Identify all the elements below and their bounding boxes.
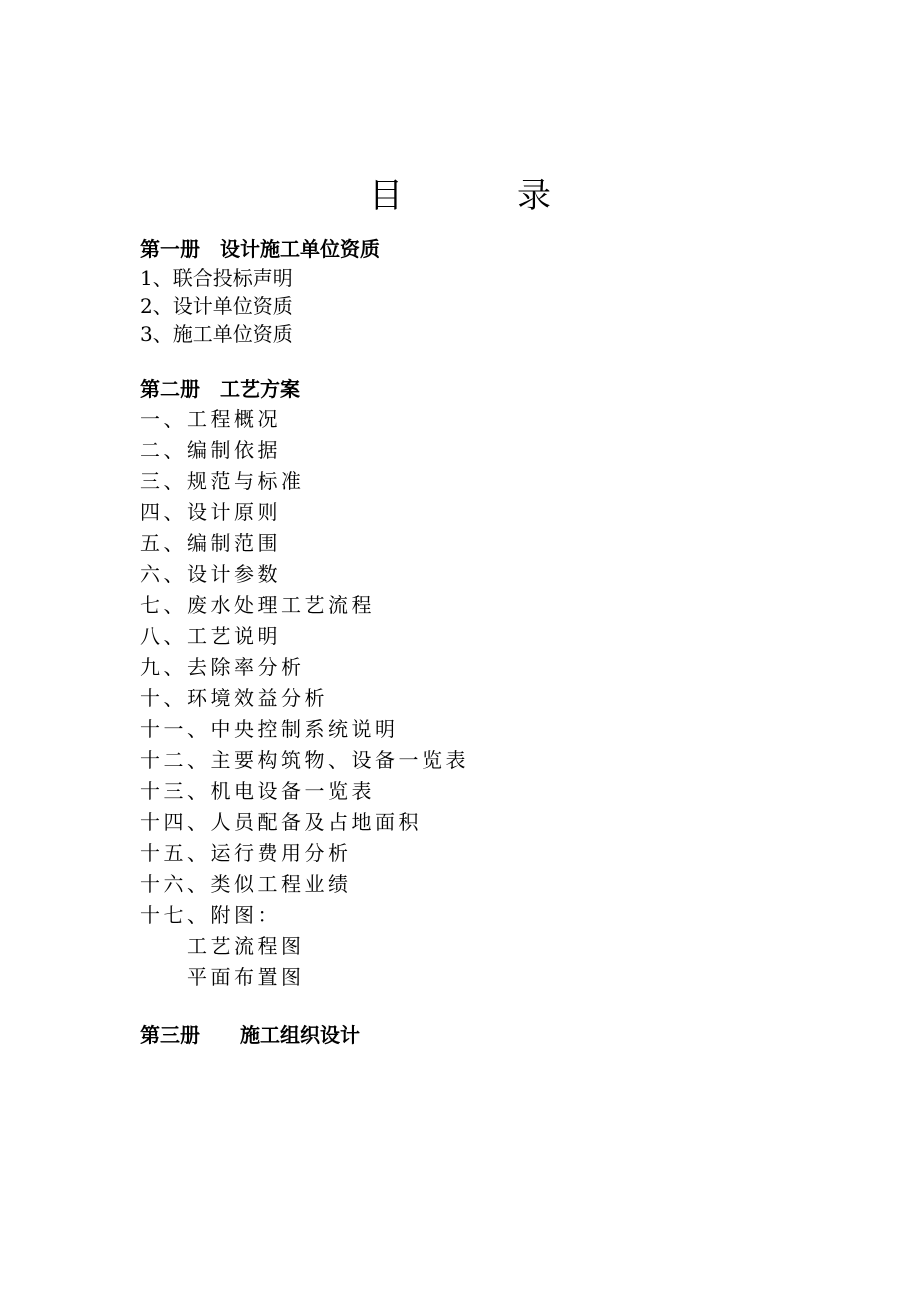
toc-item: 十五、运行费用分析 (140, 841, 352, 865)
toc-item: 十七、附图： (140, 903, 281, 927)
page-title: 目 录 (369, 176, 591, 216)
toc-item: 十一、中央控制系统说明 (140, 717, 399, 741)
toc-item: 十二、主要构筑物、设备一览表 (140, 748, 469, 772)
toc-item: 十三、机电设备一览表 (140, 779, 375, 803)
toc-item: 六、设计参数 (140, 562, 281, 586)
toc-item: 七、废水处理工艺流程 (140, 593, 375, 617)
table-of-contents (140, 234, 800, 1050)
toc-item: 九、去除率分析 (140, 655, 305, 679)
toc-item: 十四、人员配备及占地面积 (140, 810, 422, 834)
toc-subitem: 工艺流程图 (187, 934, 305, 958)
toc-item: 五、编制范围 (140, 531, 281, 555)
toc-item: 十六、类似工程业绩 (140, 872, 352, 896)
volume-1-heading: 第一册 设计施工单位资质 (140, 237, 380, 261)
toc-item: 三、规范与标准 (140, 469, 305, 493)
toc-item: 十、环境效益分析 (140, 686, 328, 710)
toc-subitem: 平面布置图 (187, 965, 305, 989)
toc-item: 2、设计单位资质 (140, 294, 293, 318)
toc-item: 四、设计原则 (140, 500, 281, 524)
toc-item: 一、工程概况 (140, 407, 281, 431)
toc-item: 3、施工单位资质 (140, 322, 293, 346)
section-spacer (140, 348, 800, 372)
toc-item: 八、工艺说明 (140, 624, 281, 648)
volume-3-heading: 第三册 施工组织设计 (140, 1023, 360, 1047)
toc-item: 1、联合投标声明 (140, 266, 293, 290)
toc-item: 二、编制依据 (140, 438, 281, 462)
section-spacer (140, 993, 800, 1020)
volume-2-heading: 第二册 工艺方案 (140, 377, 300, 401)
